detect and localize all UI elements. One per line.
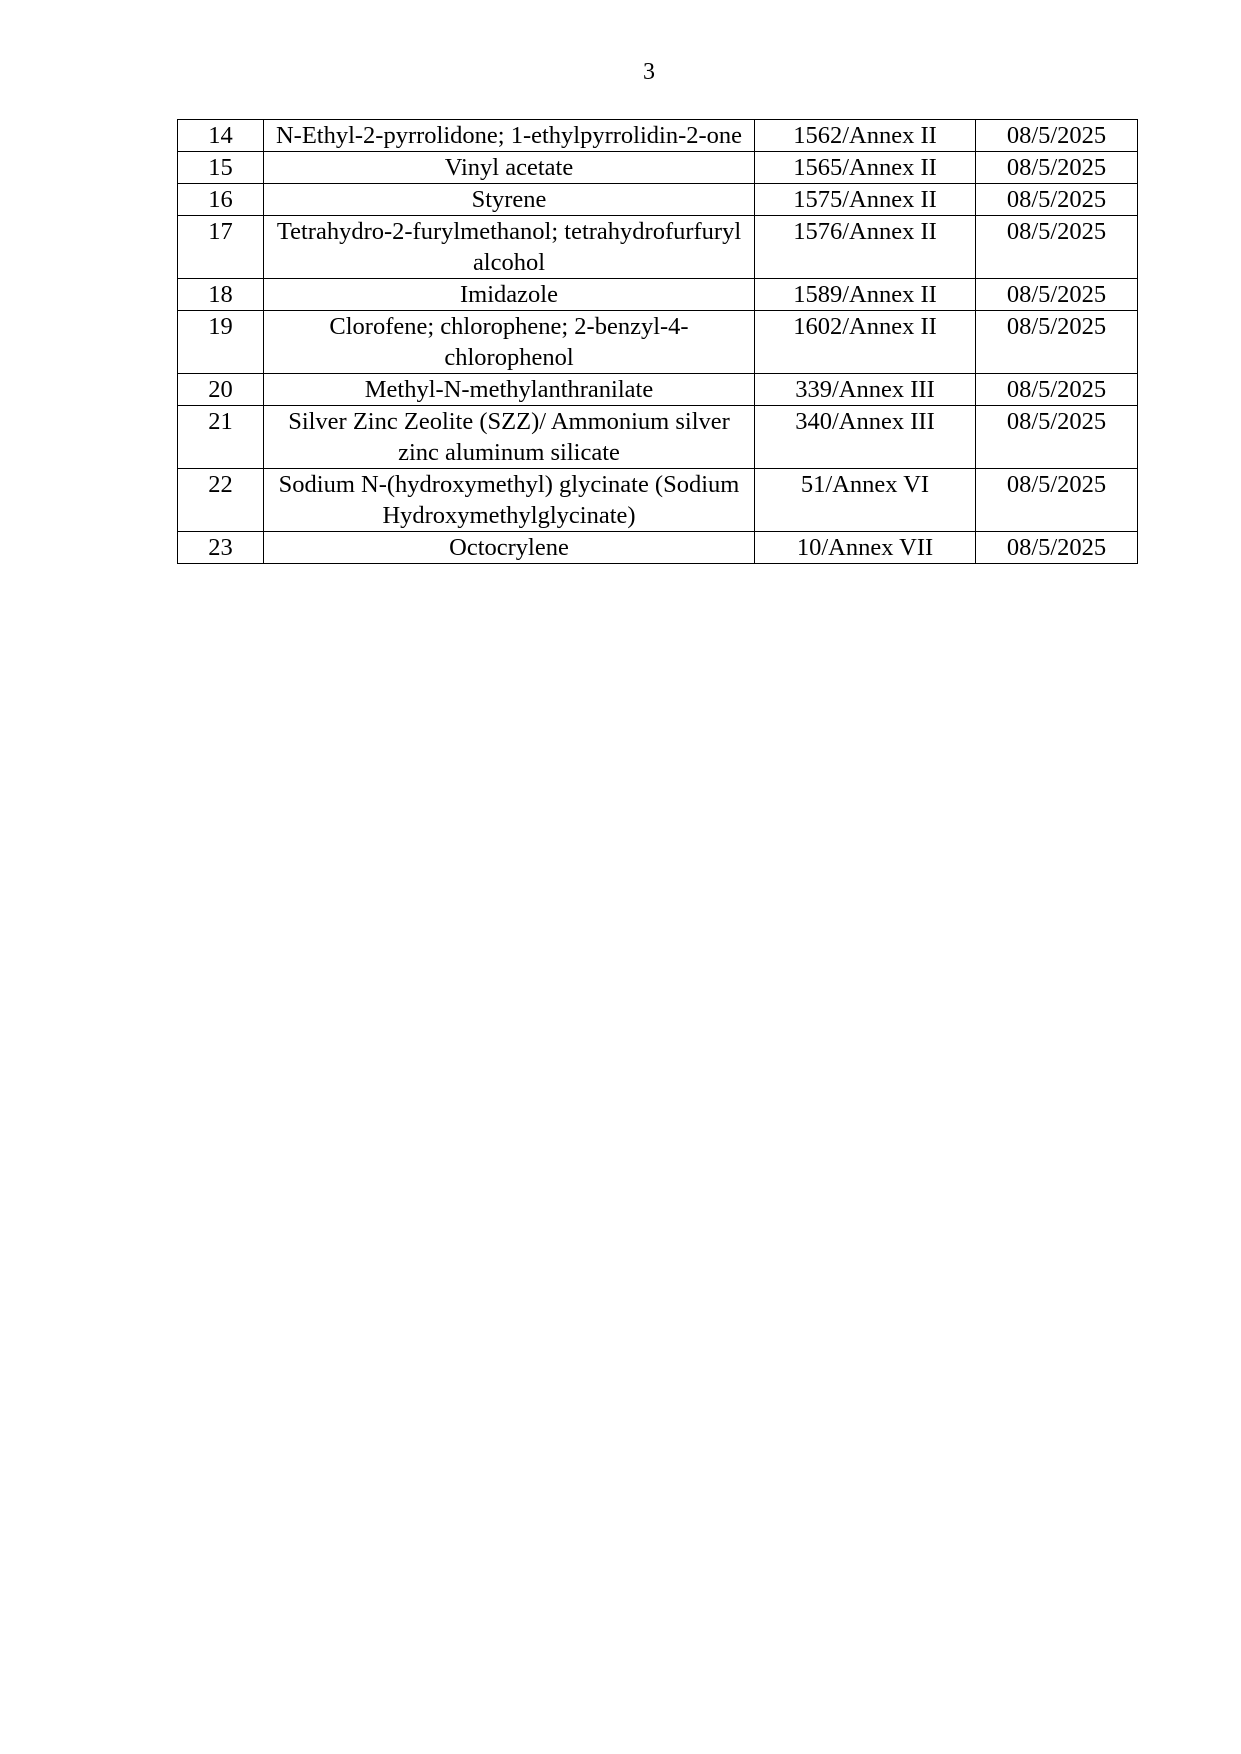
- date-cell: 08/5/2025: [976, 406, 1138, 469]
- table-row: [178, 532, 1138, 564]
- table-row: [178, 216, 1138, 279]
- row-number-cell: 17: [178, 216, 264, 279]
- annex-reference-cell: 1565/Annex II: [755, 152, 976, 184]
- substance-name-cell: Methyl-N-methylanthranilate: [264, 374, 755, 406]
- row-number-cell: 16: [178, 184, 264, 216]
- row-number-cell: 20: [178, 374, 264, 406]
- substance-name-cell: Clorofene; chlorophene; 2-benzyl-4-chlorophenol: [264, 311, 755, 374]
- substance-name-cell: Styrene: [264, 184, 755, 216]
- annex-reference-cell: 10/Annex VII: [755, 532, 976, 564]
- date-cell: 08/5/2025: [976, 469, 1138, 532]
- table-row: [178, 184, 1138, 216]
- row-number-cell: 18: [178, 279, 264, 311]
- date-cell: 08/5/2025: [976, 532, 1138, 564]
- annex-reference-cell: 1589/Annex II: [755, 279, 976, 311]
- annex-reference-cell: 339/Annex III: [755, 374, 976, 406]
- table-row: [178, 406, 1138, 469]
- date-cell: 08/5/2025: [976, 216, 1138, 279]
- substance-name-cell: Sodium N-(hydroxymethyl) glycinate (Sodium Hydroxymethylglycinate): [264, 469, 755, 532]
- substances-table: [177, 119, 1138, 564]
- table-row: [178, 152, 1138, 184]
- page-number: 3: [643, 59, 655, 85]
- substance-name-cell: Imidazole: [264, 279, 755, 311]
- row-number-cell: 21: [178, 406, 264, 469]
- row-number-cell: 22: [178, 469, 264, 532]
- substance-name-cell: Silver Zinc Zeolite (SZZ)/ Ammonium silver zinc aluminum silicate: [264, 406, 755, 469]
- table-row: [178, 311, 1138, 374]
- row-number-cell: 14: [178, 120, 264, 152]
- substance-name-cell: Octocrylene: [264, 532, 755, 564]
- annex-reference-cell: 1576/Annex II: [755, 216, 976, 279]
- date-cell: 08/5/2025: [976, 311, 1138, 374]
- annex-reference-cell: 340/Annex III: [755, 406, 976, 469]
- row-number-cell: 23: [178, 532, 264, 564]
- annex-reference-cell: 51/Annex VI: [755, 469, 976, 532]
- table-row: [178, 469, 1138, 532]
- substance-name-cell: Tetrahydro-2-furylmethanol; tetrahydrofurfuryl alcohol: [264, 216, 755, 279]
- annex-reference-cell: 1575/Annex II: [755, 184, 976, 216]
- row-number-cell: 15: [178, 152, 264, 184]
- date-cell: 08/5/2025: [976, 279, 1138, 311]
- annex-reference-cell: 1602/Annex II: [755, 311, 976, 374]
- date-cell: 08/5/2025: [976, 374, 1138, 406]
- date-cell: 08/5/2025: [976, 184, 1138, 216]
- row-number-cell: 19: [178, 311, 264, 374]
- table-row: [178, 120, 1138, 152]
- substance-name-cell: Vinyl acetate: [264, 152, 755, 184]
- date-cell: 08/5/2025: [976, 120, 1138, 152]
- table-row: [178, 279, 1138, 311]
- substance-name-cell: N-Ethyl-2-pyrrolidone; 1-ethylpyrrolidin-2-one: [264, 120, 755, 152]
- table-row: [178, 374, 1138, 406]
- annex-reference-cell: 1562/Annex II: [755, 120, 976, 152]
- date-cell: 08/5/2025: [976, 152, 1138, 184]
